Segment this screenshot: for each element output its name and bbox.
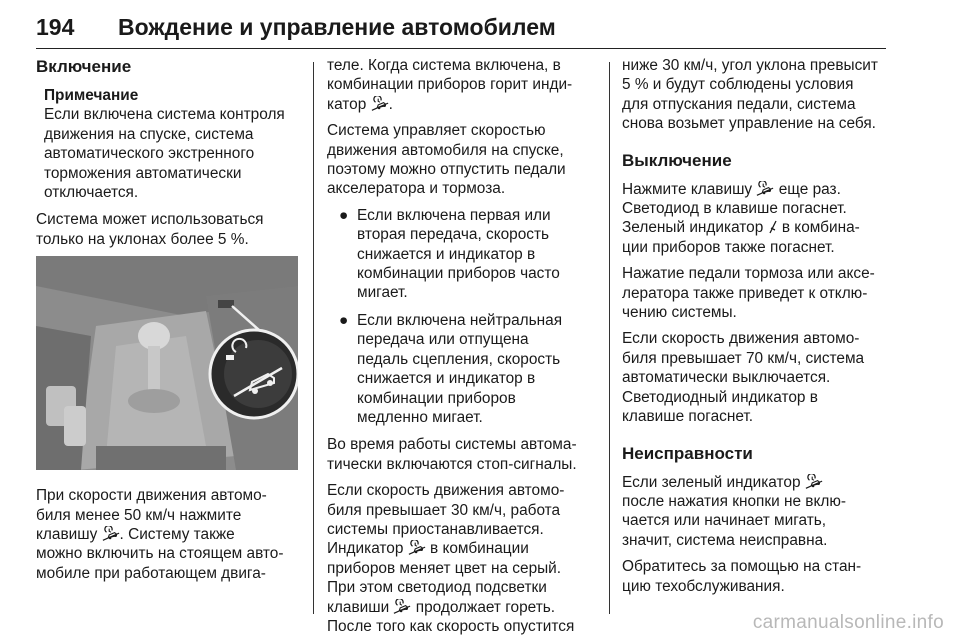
paragraph <box>327 121 595 199</box>
paragraph <box>36 486 298 583</box>
text-line: продолжает гореть. <box>415 598 556 616</box>
paragraph <box>622 56 890 134</box>
text-line: поэтому можно отпустить педали <box>327 161 566 179</box>
list-item <box>327 206 595 303</box>
note-box <box>44 86 298 202</box>
text-line: комбинации приборов <box>357 389 516 407</box>
text-line: педаль сцепления, скорость <box>357 350 561 368</box>
list-item <box>327 311 595 427</box>
text-line: биля превышает 30 км/ч, работа <box>327 501 561 519</box>
text-line: мобиле при работающем двига- <box>36 564 266 582</box>
text-line: теле. Когда система включена, в <box>327 57 561 74</box>
text-line: тически включаются стоп-сигналы. <box>327 455 577 473</box>
text-line: При скорости движения автомо- <box>36 487 267 505</box>
hill-descent-icon <box>393 599 411 615</box>
text-line: приборов меняет цвет на серый. <box>327 559 562 577</box>
note-line: движения на спуске, система <box>44 125 254 143</box>
text-line: Нажатие педали тормоза или аксе- <box>622 265 875 283</box>
text-line: чению системы. <box>622 304 737 322</box>
text-line: значит, система неисправна. <box>622 531 828 549</box>
text-line: лератора также приведет к отклю- <box>622 284 868 302</box>
text-line: передача или отпущена <box>357 331 529 349</box>
text-line: цию техобслуживания. <box>622 577 785 595</box>
paragraph <box>622 557 890 596</box>
text-line: снова возьмет управление на себя. <box>622 115 876 133</box>
hill-descent-icon <box>408 540 426 556</box>
text-line: в комбинации <box>430 540 529 558</box>
text-line: комбинации приборов горит инди- <box>327 76 573 94</box>
text-line: после нажатия кнопки не вклю- <box>622 492 847 510</box>
column-2 <box>327 56 595 643</box>
page-number: 194 <box>36 14 75 40</box>
hill-descent-icon <box>371 96 389 112</box>
text-line: Если зеленый индикатор <box>622 473 801 491</box>
text-line: можно включить на стоящем авто- <box>36 545 284 563</box>
paragraph <box>622 473 890 551</box>
text-line: Если скорость движения автомо- <box>327 482 565 500</box>
text-line: системы приостанавливается. <box>327 520 544 538</box>
column-divider <box>313 62 314 614</box>
bullet-list <box>327 206 595 427</box>
paragraph <box>622 180 890 258</box>
text-line: 5 % и будут соблюдены условия <box>622 76 854 94</box>
note-line: Если включена система контроля <box>44 106 285 124</box>
text-line: ции приборов также погаснет. <box>622 238 835 256</box>
paragraph <box>36 210 298 249</box>
text-line: Зеленый индикатор <box>622 219 764 237</box>
text-line: еще раз. <box>778 180 841 198</box>
text-line: Если включена нейтральная <box>357 311 563 329</box>
text-line: Во время работы системы автома- <box>327 436 577 454</box>
dashboard-illustration <box>36 256 298 470</box>
text-line: для отпускания педали, система <box>622 95 856 113</box>
paragraph <box>622 329 890 426</box>
text-line: снижается и индикатор в <box>357 245 536 263</box>
text-line: только на уклонах более 5 %. <box>36 230 249 248</box>
note-title: Примечание <box>44 87 139 104</box>
text-line: мигает. <box>357 284 408 302</box>
column-divider <box>609 62 610 614</box>
text-line: . Систему также <box>119 526 235 544</box>
text-line: катор <box>327 95 367 113</box>
hill-descent-icon <box>102 526 120 542</box>
text-line: клавиши <box>327 598 390 616</box>
text-line: комбинации приборов часто <box>357 265 560 283</box>
text-line: клавишу <box>36 526 98 544</box>
text-line: Нажмите клавишу <box>622 180 753 198</box>
paragraph <box>327 435 595 474</box>
note-line: торможения автоматически <box>44 164 242 182</box>
text-line: акселератора и тормоза. <box>327 180 506 198</box>
section-heading-on: Включение <box>36 57 132 76</box>
indicator-icon <box>768 219 778 235</box>
section-heading-off: Выключение <box>622 150 732 170</box>
text-line: После того как скорость опустится <box>327 617 575 635</box>
text-line: Система может использоваться <box>36 211 264 229</box>
text-line: в комбина- <box>781 219 860 237</box>
hill-descent-icon <box>756 181 774 197</box>
text-line: Обратитесь за помощью на стан- <box>622 558 862 576</box>
text-line: Светодиод в клавише погаснет. <box>622 200 847 218</box>
page-header <box>36 10 886 49</box>
bullet-icon: ● <box>339 206 349 224</box>
section-heading-fault: Неисправности <box>622 443 753 463</box>
text-line: клавише погаснет. <box>622 408 753 426</box>
paragraph <box>327 481 595 636</box>
paragraph <box>622 264 890 322</box>
text-line: Если скорость движения автомо- <box>622 330 860 348</box>
note-line: отключается. <box>44 184 139 202</box>
paragraph <box>327 56 595 114</box>
column-3 <box>622 56 890 603</box>
text-line: медленно мигает. <box>357 408 483 426</box>
text-line: снижается и индикатор в <box>357 370 536 388</box>
text-line: Светодиодный индикатор в <box>622 388 818 406</box>
text-line: ниже 30 км/ч, угол уклона превысит <box>622 57 878 74</box>
text-line: чается или начинает мигать, <box>622 512 827 530</box>
text-line: автоматически выключается. <box>622 369 831 387</box>
text-line: вторая передача, скорость <box>357 226 550 244</box>
text-line: движения автомобиля на спуске, <box>327 141 564 159</box>
hill-descent-icon <box>805 474 823 490</box>
text-line: биля превышает 70 км/ч, система <box>622 349 865 367</box>
page-title: Вождение и управление автомобилем <box>118 14 556 40</box>
watermark: carmanualsonline.info <box>752 612 944 633</box>
text-line: Индикатор <box>327 540 404 558</box>
column-1 <box>36 56 298 590</box>
bullet-icon: ● <box>339 311 349 329</box>
text-line: Если включена первая или <box>357 206 551 224</box>
text-line: биля менее 50 км/ч нажмите <box>36 506 242 524</box>
text-line: . <box>388 95 393 113</box>
text-line: Система управляет скоростью <box>327 122 546 140</box>
text-line: При этом светодиод подсветки <box>327 579 547 597</box>
note-line: автоматического экстренного <box>44 145 255 163</box>
